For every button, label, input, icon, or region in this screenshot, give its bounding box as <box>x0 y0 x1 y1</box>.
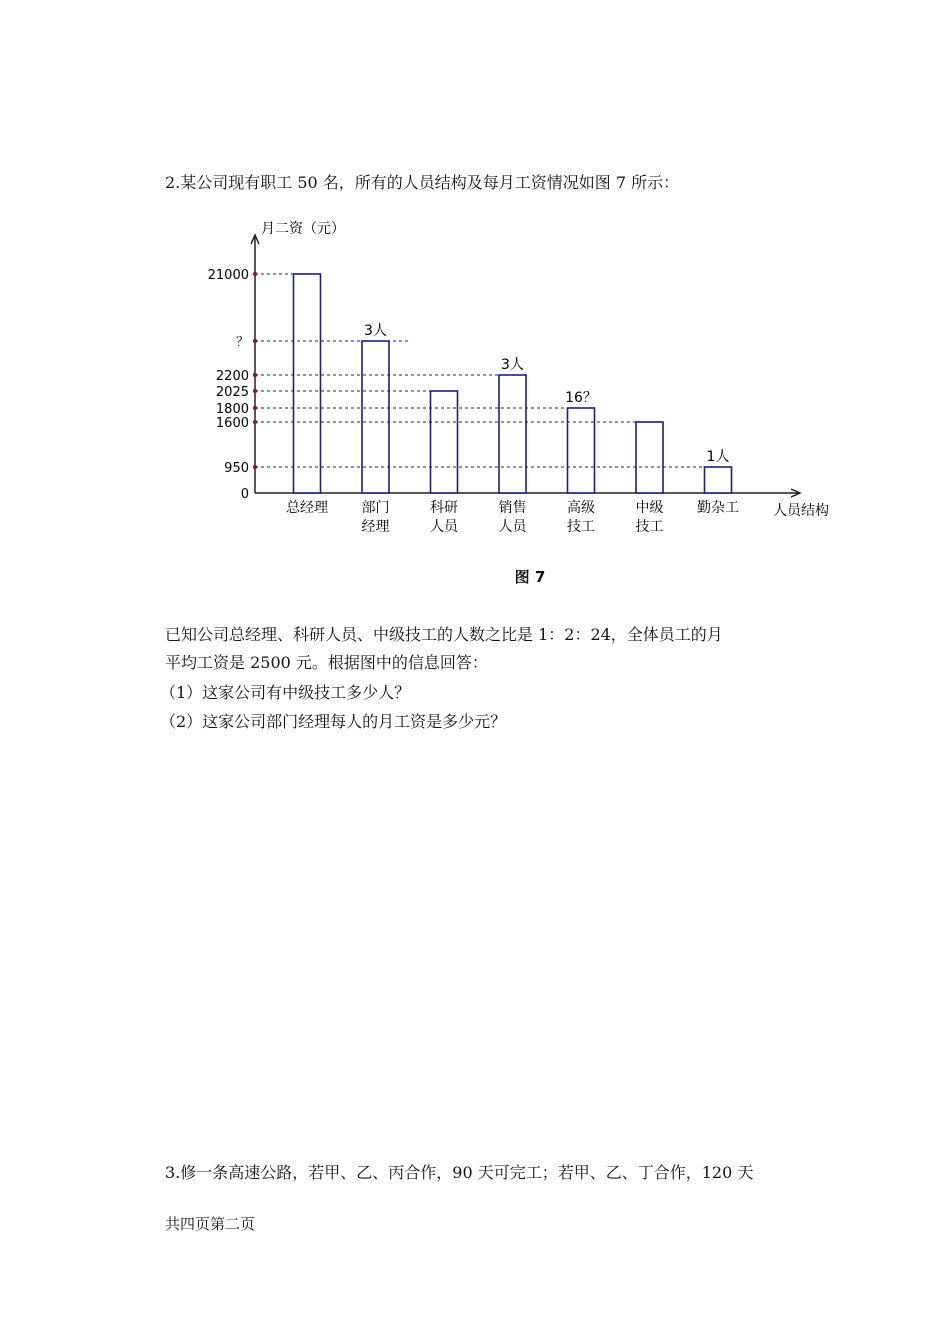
x-category-label: 总经理 <box>286 500 328 516</box>
x-category-label: 人员 <box>498 519 527 535</box>
y-tick-label: 2200 <box>215 369 249 384</box>
y-tick-label: 0 <box>240 487 249 502</box>
bar <box>568 408 595 493</box>
known-conditions-line-1: 已知公司总经理、科研人员、中级技工的人数之比是 1：2：24，全体员工的月 <box>165 625 723 644</box>
salary-bar-chart <box>195 215 855 545</box>
chart-layer <box>208 221 829 535</box>
bar <box>705 467 732 493</box>
y-tick-label: 1800 <box>215 402 249 417</box>
y-tick-label: 1600 <box>215 416 249 431</box>
x-category-label: 技工 <box>635 519 664 535</box>
bar <box>499 375 526 493</box>
sub-question-1: （1）这家公司有中级技工多少人？ <box>160 683 411 702</box>
question-2-intro: 2.某公司现有职工 50 名，所有的人员结构及每月工资情况如图 7 所示： <box>165 173 680 192</box>
x-category-label: 销售 <box>498 500 527 516</box>
bar <box>431 391 458 493</box>
y-tick-label: ？ <box>235 335 249 350</box>
sub-question-2: （2）这家公司部门经理每人的月工资是多少元？ <box>160 712 507 731</box>
x-axis-title: 人员结构 <box>773 503 829 519</box>
bar-count-label: 16？ <box>565 390 597 406</box>
bar-count-label: 1人 <box>706 449 730 465</box>
x-category-label: 中级 <box>635 500 664 516</box>
x-category-label: 科研 <box>430 500 458 516</box>
x-category-label: 经理 <box>361 519 390 535</box>
y-tick-label: 950 <box>224 461 249 476</box>
x-category-label: 部门 <box>361 500 390 516</box>
y-axis-title: 月二资（元） <box>261 221 345 237</box>
bar <box>294 274 321 493</box>
y-tick-label: 21000 <box>207 268 249 283</box>
bar <box>636 422 663 493</box>
known-conditions-line-2: 平均工资是 2500 元。根据图中的信息回答： <box>165 653 488 672</box>
x-category-label: 勤杂工 <box>697 500 739 516</box>
bar-count-label: 3人 <box>364 323 387 339</box>
bar <box>362 341 389 493</box>
figure-caption: 图 7 <box>514 568 546 586</box>
x-category-label: 技工 <box>567 519 595 535</box>
page-footer: 共四页第二页 <box>165 1215 256 1233</box>
x-category-label: 高级 <box>567 500 595 516</box>
x-category-label: 人员 <box>430 519 458 535</box>
question-3-line-1: 3.修一条高速公路，若甲、乙、丙合作，90 天可完工；若甲、乙、丁合作，120 天 <box>165 1163 754 1182</box>
bar-count-label: 3人 <box>501 357 524 373</box>
y-tick-label: 2025 <box>215 385 249 400</box>
